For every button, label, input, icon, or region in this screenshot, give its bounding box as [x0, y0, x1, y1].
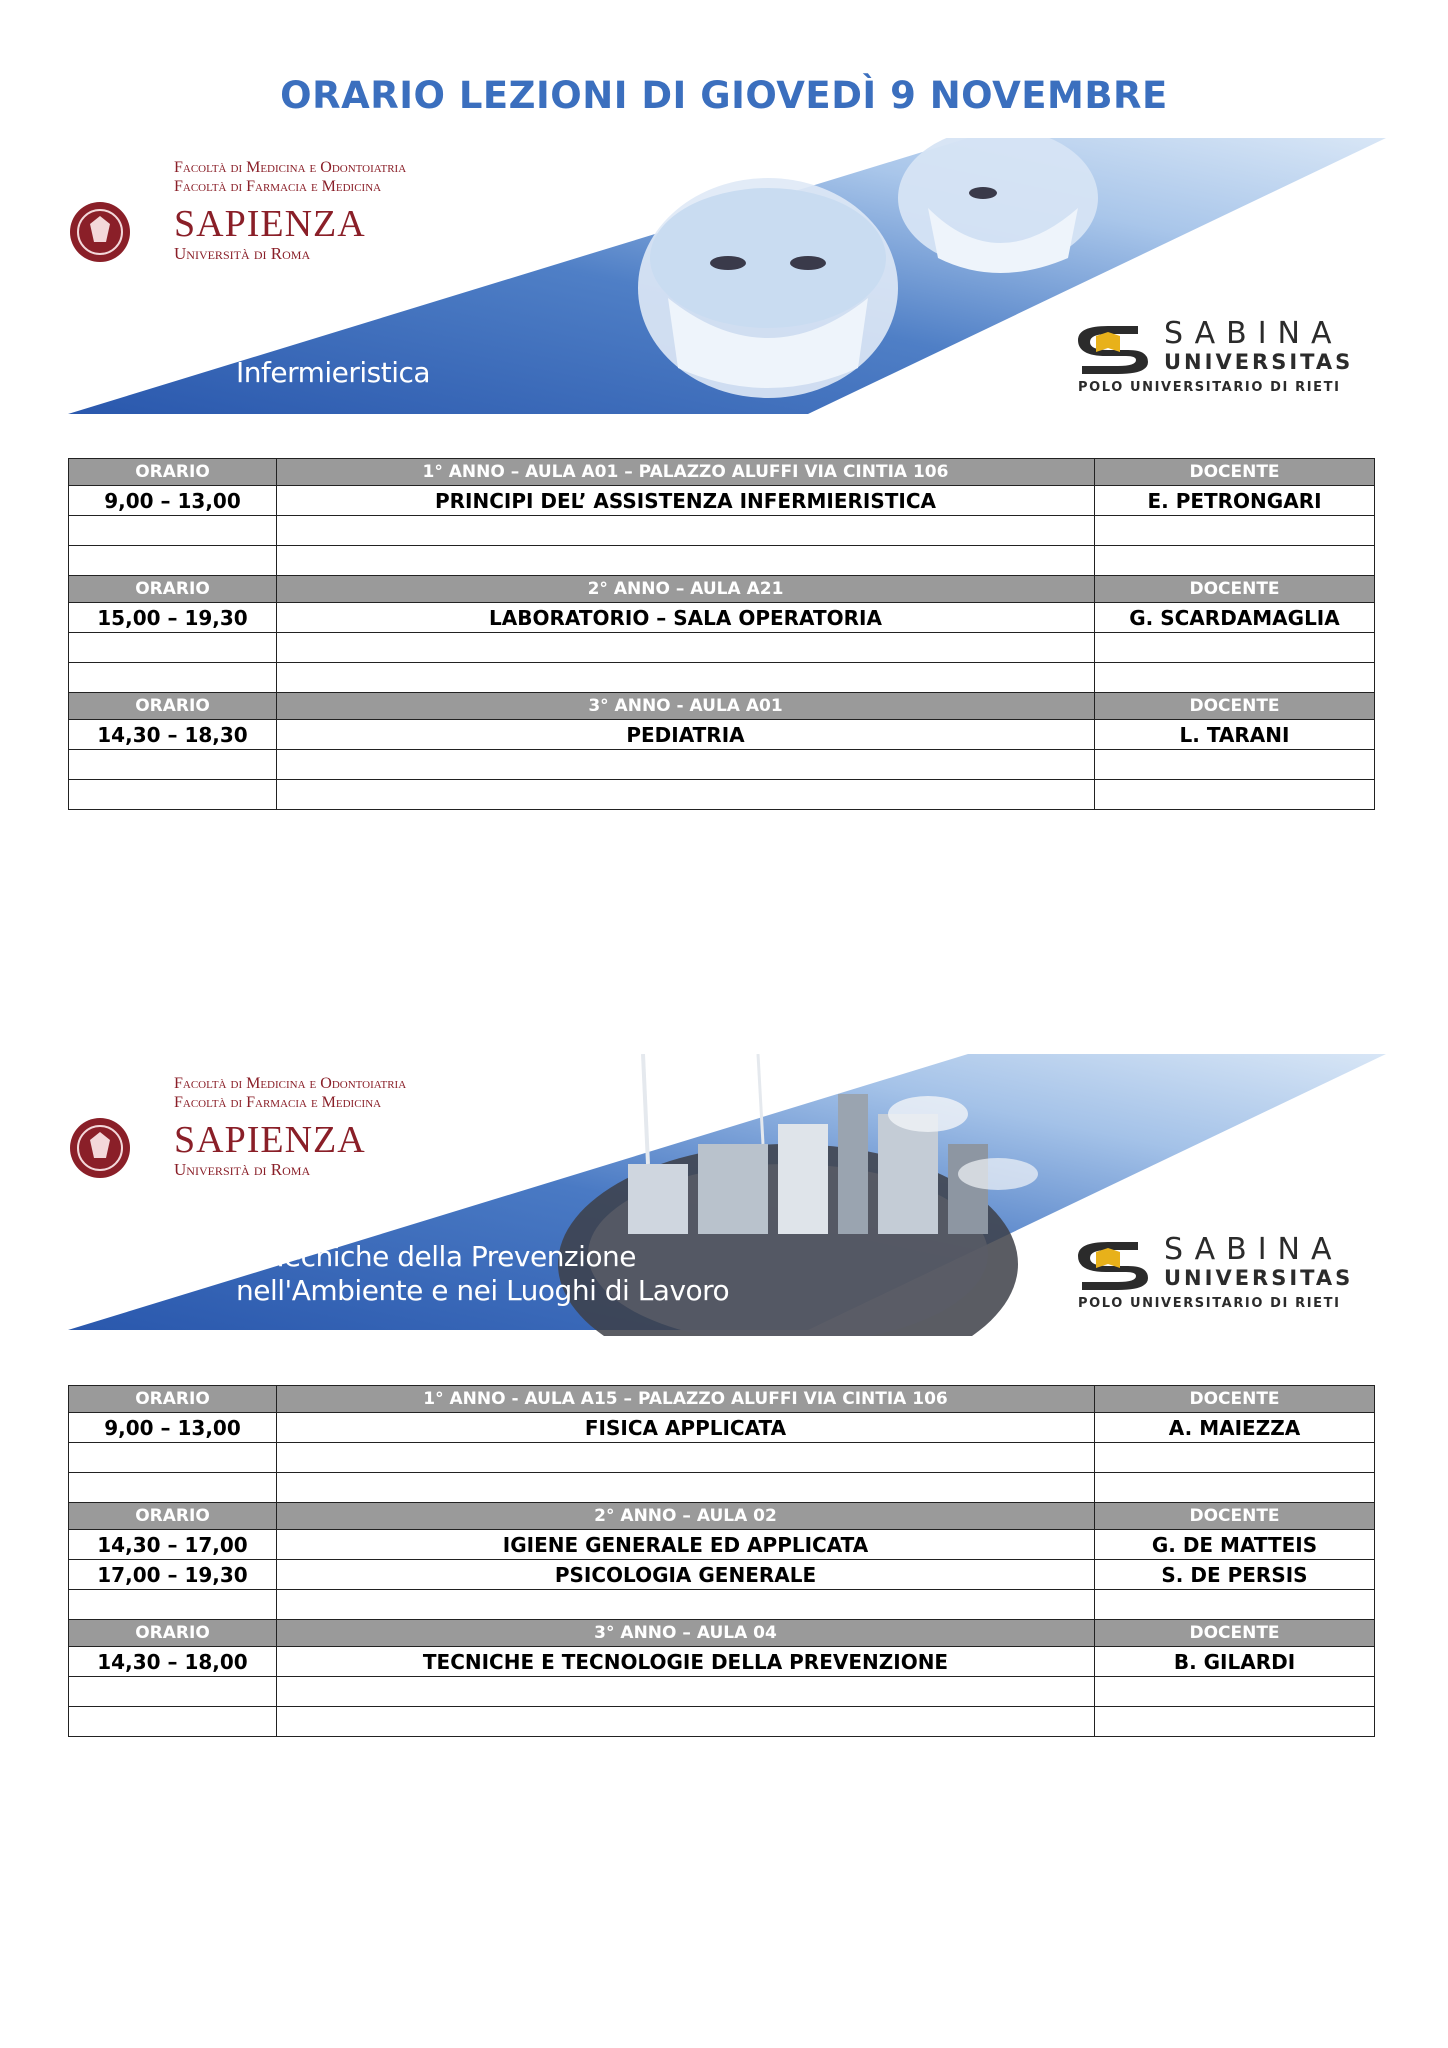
table-row	[69, 486, 1375, 516]
sabina-sub: UNIVERSITAS	[1164, 350, 1354, 374]
header-orario: ORARIO	[69, 1386, 277, 1413]
schedule-table-infermieristica	[68, 458, 1375, 810]
cell-docente	[1095, 516, 1375, 546]
header-docente: DOCENTE	[1095, 576, 1375, 603]
table-row	[69, 750, 1375, 780]
cell-lezione: PSICOLOGIA GENERALE	[277, 1560, 1095, 1590]
cell-docente: G. SCARDAMAGLIA	[1095, 603, 1375, 633]
cell-orario	[69, 1473, 277, 1503]
table-header-row	[69, 459, 1375, 486]
cell-orario	[69, 780, 277, 810]
page-title: ORARIO LEZIONI DI GIOVEDÌ 9 NOVEMBRE	[280, 74, 1168, 117]
cell-docente	[1095, 546, 1375, 576]
cell-docente	[1095, 1707, 1375, 1737]
cell-lezione: TECNICHE E TECNOLOGIE DELLA PREVENZIONE	[277, 1647, 1095, 1677]
cell-docente	[1095, 1677, 1375, 1707]
header-anno-aula: 2° ANNO – AULA A21	[277, 576, 1095, 603]
header-anno-aula: 3° ANNO - AULA A01	[277, 693, 1095, 720]
table-row	[69, 1413, 1375, 1443]
faculty-line-1: Facoltà di Medicina e Odontoiatria	[174, 159, 407, 176]
cell-docente: G. DE MATTEIS	[1095, 1530, 1375, 1560]
course-title-line-1: Infermieristica	[236, 356, 431, 389]
header-anno-aula: 2° ANNO – AULA 02	[277, 1503, 1095, 1530]
cell-orario	[69, 1707, 277, 1737]
header-docente: DOCENTE	[1095, 1620, 1375, 1647]
table-row	[69, 603, 1375, 633]
table-header-row	[69, 1503, 1375, 1530]
header-docente: DOCENTE	[1095, 693, 1375, 720]
cell-docente	[1095, 1443, 1375, 1473]
sabina-name: SABINA	[1164, 316, 1343, 351]
sabina-tagline: POLO UNIVERSITARIO DI RIETI	[1078, 380, 1341, 395]
header-anno-aula: 1° ANNO - AULA A15 – PALAZZO ALUFFI VIA CINTIA 106	[277, 1386, 1095, 1413]
sabina-tagline: POLO UNIVERSITARIO DI RIETI	[1078, 1296, 1341, 1311]
cell-lezione	[277, 1707, 1095, 1737]
cell-orario: 9,00 – 13,00	[69, 486, 277, 516]
sapienza-seal-icon	[68, 194, 132, 270]
sabina-book-icon	[1068, 1236, 1152, 1292]
header-docente: DOCENTE	[1095, 1386, 1375, 1413]
faculty-line-1: Facoltà di Medicina e Odontoiatria	[174, 1075, 407, 1092]
cell-lezione	[277, 1677, 1095, 1707]
table-row	[69, 546, 1375, 576]
cell-docente	[1095, 750, 1375, 780]
cell-lezione: LABORATORIO – SALA OPERATORIA	[277, 603, 1095, 633]
cell-lezione	[277, 1590, 1095, 1620]
cell-docente	[1095, 663, 1375, 693]
university-name: SAPIENZA	[174, 203, 366, 245]
cell-orario	[69, 750, 277, 780]
course-title	[236, 356, 430, 390]
cell-lezione	[277, 633, 1095, 663]
cell-orario	[69, 546, 277, 576]
cell-orario: 9,00 – 13,00	[69, 1413, 277, 1443]
header-docente: DOCENTE	[1095, 1503, 1375, 1530]
cell-docente	[1095, 1473, 1375, 1503]
cell-docente	[1095, 780, 1375, 810]
cell-docente	[1095, 1590, 1375, 1620]
cell-lezione: PEDIATRIA	[277, 720, 1095, 750]
cell-orario	[69, 1677, 277, 1707]
cell-lezione	[277, 1473, 1095, 1503]
sapienza-seal-icon	[68, 1110, 132, 1186]
header-anno-aula: 1° ANNO – AULA A01 – PALAZZO ALUFFI VIA CINTIA 106	[277, 459, 1095, 486]
course-title	[236, 1240, 729, 1308]
cell-orario	[69, 516, 277, 546]
cell-orario: 17,00 – 19,30	[69, 1560, 277, 1590]
table-row	[69, 1647, 1375, 1677]
university-subtitle: Università di Roma	[174, 1160, 311, 1179]
sabina-universitas-logo	[1068, 316, 1368, 396]
cell-lezione	[277, 546, 1095, 576]
table-row	[69, 633, 1375, 663]
cell-orario: 15,00 – 19,30	[69, 603, 277, 633]
table-row	[69, 1560, 1375, 1590]
sabina-universitas-logo	[1068, 1232, 1368, 1312]
cell-lezione	[277, 750, 1095, 780]
header-docente: DOCENTE	[1095, 459, 1375, 486]
faculty-line-2: Facoltà di Farmacia e Medicina	[174, 1094, 382, 1111]
cell-lezione	[277, 1443, 1095, 1473]
faculty-line-2: Facoltà di Farmacia e Medicina	[174, 178, 382, 195]
table-row	[69, 1677, 1375, 1707]
cell-orario: 14,30 – 17,00	[69, 1530, 277, 1560]
table-row	[69, 663, 1375, 693]
cell-orario	[69, 1590, 277, 1620]
cell-orario	[69, 633, 277, 663]
header-orario: ORARIO	[69, 576, 277, 603]
table-row	[69, 516, 1375, 546]
sabina-name: SABINA	[1164, 1232, 1343, 1267]
course-banner-infermieristica	[68, 138, 1386, 420]
sabina-book-icon	[1068, 320, 1152, 376]
table-header-row	[69, 1620, 1375, 1647]
header-orario: ORARIO	[69, 459, 277, 486]
university-name: SAPIENZA	[174, 1119, 366, 1161]
faculty-names	[174, 158, 406, 196]
table-row	[69, 1707, 1375, 1737]
cell-lezione	[277, 516, 1095, 546]
cell-orario: 14,30 – 18,00	[69, 1647, 277, 1677]
header-orario: ORARIO	[69, 1620, 277, 1647]
cell-docente: B. GILARDI	[1095, 1647, 1375, 1677]
header-orario: ORARIO	[69, 1503, 277, 1530]
cell-lezione: IGIENE GENERALE ED APPLICATA	[277, 1530, 1095, 1560]
course-title-line-1: Tecniche della Prevenzione	[272, 1240, 637, 1273]
table-row	[69, 720, 1375, 750]
cell-lezione: FISICA APPLICATA	[277, 1413, 1095, 1443]
schedule-table-prevenzione	[68, 1385, 1375, 1737]
cell-lezione	[277, 780, 1095, 810]
header-orario: ORARIO	[69, 693, 277, 720]
cell-docente: L. TARANI	[1095, 720, 1375, 750]
table-row	[69, 1530, 1375, 1560]
course-title-line-2: nell'Ambiente e nei Luoghi di Lavoro	[236, 1274, 730, 1307]
table-row	[69, 1473, 1375, 1503]
header-anno-aula: 3° ANNO – AULA 04	[277, 1620, 1095, 1647]
table-row	[69, 1443, 1375, 1473]
cell-lezione	[277, 663, 1095, 693]
cell-docente: E. PETRONGARI	[1095, 486, 1375, 516]
course-banner-prevenzione	[68, 1054, 1386, 1336]
table-row	[69, 1590, 1375, 1620]
cell-orario	[69, 1443, 277, 1473]
table-header-row	[69, 576, 1375, 603]
table-header-row	[69, 693, 1375, 720]
cell-docente	[1095, 633, 1375, 663]
cell-docente: S. DE PERSIS	[1095, 1560, 1375, 1590]
table-header-row	[69, 1386, 1375, 1413]
university-subtitle: Università di Roma	[174, 244, 311, 263]
faculty-names	[174, 1074, 406, 1112]
sabina-sub: UNIVERSITAS	[1164, 1266, 1354, 1290]
cell-orario: 14,30 – 18,30	[69, 720, 277, 750]
cell-orario	[69, 663, 277, 693]
cell-lezione: PRINCIPI DEL’ ASSISTENZA INFERMIERISTICA	[277, 486, 1095, 516]
table-row	[69, 780, 1375, 810]
cell-docente: A. MAIEZZA	[1095, 1413, 1375, 1443]
